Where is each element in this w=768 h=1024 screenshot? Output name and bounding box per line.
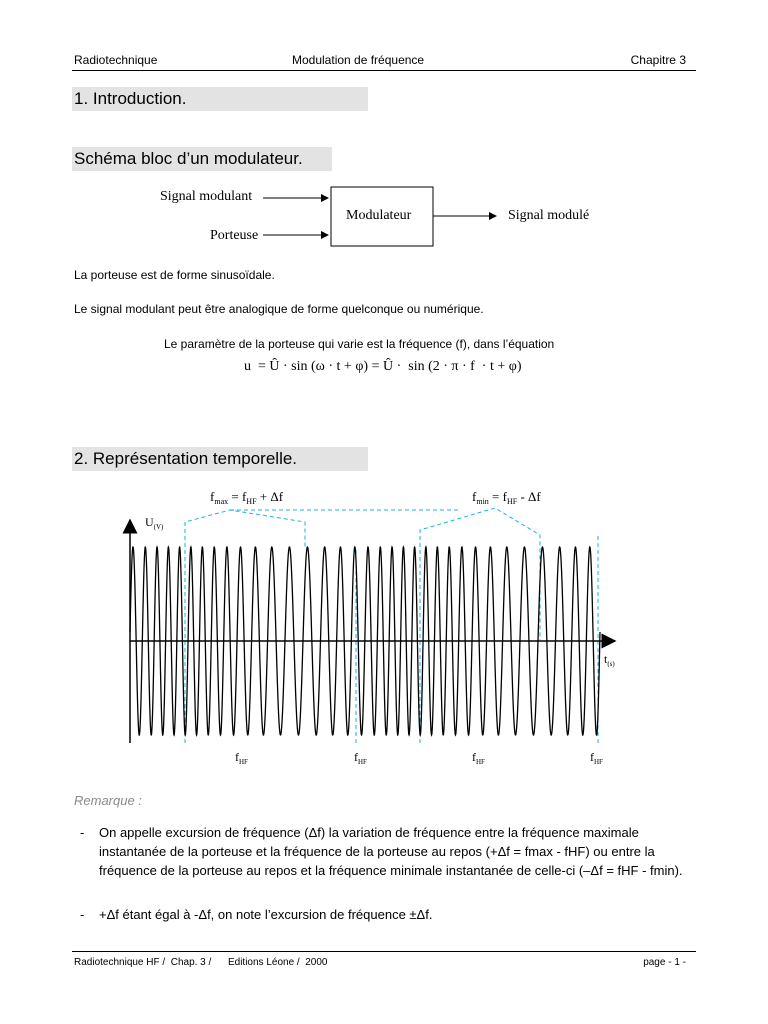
equation: u = Û · sin (ω · t + φ) = Û · sin (2 · π · f · t + φ) [244,359,522,374]
fmax-label: $f_{max} = f_{HF} + \Delta f$ [210,489,284,506]
section-1-heading: 1. Introduction. [72,87,368,111]
fhf-label-4: $f_{HF}$ [590,750,603,766]
modulateur-label: Modulateur [346,208,412,223]
remark-title: Remarque : [74,793,142,808]
footer-rule [72,951,696,952]
block-diagram [150,180,620,250]
paragraph-parameter: Le paramètre de la porteuse qui varie est la fréquence (f), dans l’équation [164,337,555,351]
footer-left: Radiotechnique HF / Chap. 3 / Editions Léone / 2000 [74,957,328,968]
bullet-1-text: On appelle excursion de fréquence (Δf) la variation de fréquence entre la fréquence maximale instantanée de la porteuse et la fréquence de la porteuse au repos (+Δf = fmax - fHF) ou entre la fréquence de la porteuse au repos et la fréquence minimale instantanée de celle-ci (–Δf = fHF - fmin). [99,825,683,878]
header-left: Radiotechnique [74,53,158,67]
bullet-2: +Δf étant égal à -Δf, on note l’excursion de fréquence ±Δf. [99,907,433,922]
y-axis-label: $U_{(V)}$ [145,515,164,531]
porteuse-label: Porteuse [210,228,259,243]
header-center: Modulation de fréquence [292,53,425,67]
signal-modulant-label: Signal modulant [160,189,253,204]
bullet-dash-1: - [80,825,85,840]
fmin-label: $f_{min} = f_{HF} - \Delta f$ [472,489,541,506]
signal-module-label: Signal modulé [508,208,590,223]
block-diagram-heading: Schéma bloc d’un modulateur. [72,147,332,171]
fm-waveform-graph [110,480,630,775]
x-axis-label: $t_{(s)}$ [604,652,615,668]
paragraph-modulating: Le signal modulant peut être analogique de forme quelconque ou numérique. [74,302,484,316]
fhf-label-3: $f_{HF}$ [472,750,485,766]
fhf-label-1: $f_{HF}$ [235,750,248,766]
bullet-1 [99,823,699,880]
paragraph-carrier: La porteuse est de forme sinusoïdale. [74,268,275,282]
section-2-heading: 2. Représentation temporelle. [72,447,368,471]
header-rule [72,70,696,71]
fhf-label-2: $f_{HF}$ [354,750,367,766]
header-right: Chapitre 3 [630,53,686,67]
bullet-dash-2: - [80,907,85,922]
footer-right: page - 1 - [643,957,686,968]
